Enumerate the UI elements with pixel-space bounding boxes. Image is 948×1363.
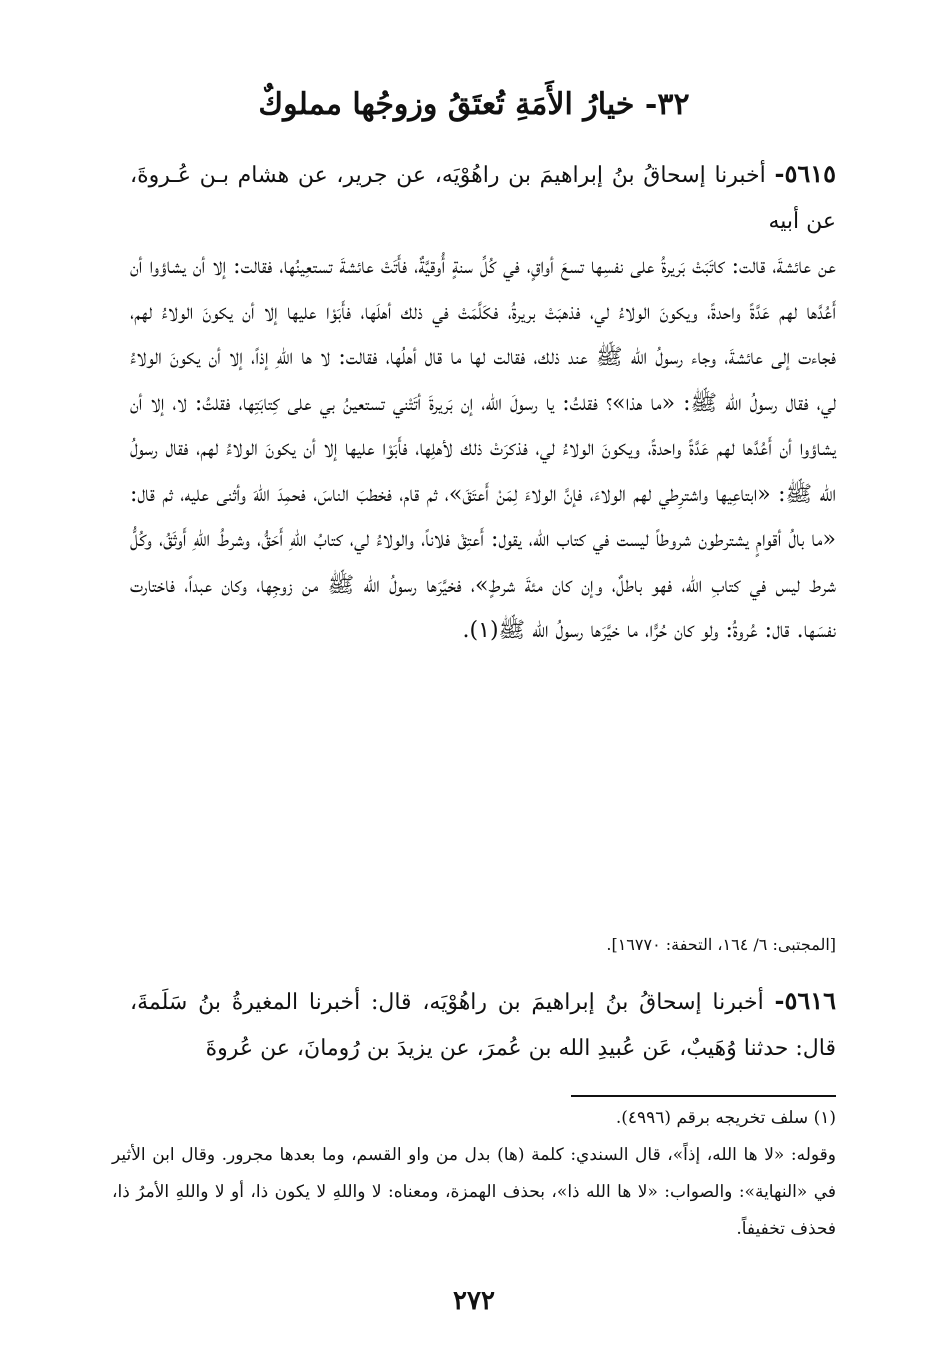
hadith-isnad: أخبرنا إسحاقُ بنُ إبراهيمَ بن راهُوْيَه، عن جرير، عن هشام بـن عُـروةَ، عن أبيه xyxy=(130,163,836,234)
hadith-matn: عن عائشةَ، قالت: كاتَبَتْ بَريرةُ على نفسِها تسعَ أواقٍ، في كُلِّ سنةٍ أُوقيَّةٌ، فأَتَتْ عائشةَ تستعِينُها، فقالت: إلا أن يشاؤوا أن أَعُدَّها لهم عَدَّةً واحدةً، ويكونَ الولاءُ لي، فذهبَتْ بريرةُ، فكَلَّمَتْ في ذلك أهلَها، فأَبَوْا عليها إلا أن يكونَ الولاءُ لهم، فجاءت إلى عائشةَ، وجاء رسولُ الله ﷺ عند ذلك، فقالت لها ما قال أهلُها، فقالت: لا ها اللهِ إذاً، إلا أن يكونَ الولاءُ لي، فقال رسولُ الله ﷺ: «ما هذا»؟ فقلتُ: يا رسولَ الله، إن بَريرةَ أتَتْني تستعينُ بي على كِتابَتِها، فقلتُ: لا، إلا أن يشاؤوا أن أَعُدَّها لهم عَدَّةً واحدةً، ويكونَ الولاءُ لي، فذكرَتْ ذلك لأهلِها، فأَبَوْا عليها إلا أن يكونَ الولاءُ لهم، فقال رسولُ الله ﷺ: «ابتاعِيها واشترِطي لهم الولاءَ، فإنَّ الولاءَ لِمَنْ أَعتَقَ»، ثم قام، فخطبَ الناسَ، فحمِدَ اللهَ وأثنى عليه، ثم قال: «ما بالُ أقوامٍ يشترطون شروطاً ليست في كتاب الله، يقول: أَعتِقْ فلاناً، والولاءُ لي، كتابُ اللهِ أَحَقُّ، وشرطُ اللهِ أَوثَقُ، وكُلُّ شرط ليس في كتابِ الله، فهو باطلٌ، وإن كان مئةَ شرطٍ»، فخيَّرَها رسولُ الله ﷺ من زوجِها، وكان عبداً، فاختارت نفسَها. قال: عُروةُ: ولو كان حُرًّا، ما خيَّرَها رسولُ الله ﷺ xyxy=(130,254,836,643)
hadith-5616 xyxy=(130,978,836,1071)
hadith-reference: [المجتبى: ٦/ ١٦٤، التحفة: ١٦٧٧٠]. xyxy=(606,935,836,954)
hadith-number: ٥٦١٥- xyxy=(774,159,836,188)
hadith-5615 xyxy=(130,151,836,654)
hadith-text: أخبرنا إسحاقُ بنُ إبراهيمَ بن راهُوْيَه، قال: أخبرنا المغيرةُ بنُ سَلَمةَ، قال: حدثنا وُهَيبٌ، عَن عُبيدِ الله بن عُمرَ، عن يزيدَ بن رُومانَ، عن عُروةَ xyxy=(130,990,836,1061)
hadith-number: ٥٦١٦- xyxy=(774,986,836,1015)
hadith-5615-isnad-line xyxy=(130,151,836,244)
footnote-divider xyxy=(571,1095,836,1097)
footnote-1: (١) سلف تخريجه برقم (٤٩٩٦). xyxy=(615,1108,836,1128)
footnote-marker: (١). xyxy=(462,618,499,643)
footnotes xyxy=(112,1100,836,1248)
page-number: ٢٧٢ xyxy=(453,1286,495,1316)
footnote-1-commentary: وقوله: «لا ها الله، إذاً»، قال السندي: كلمة (ها) بدل من واو القسم، وما بعدها مجرور. وقال ابن الأثير في «النهاية»: والصواب: «لا ها الله ذا»، بحذف الهمزة، ومعناه: لا واللهِ لا يكون ذا، أو لا واللهِ الأمرُ ذا، فحذف تخفيفاً. xyxy=(112,1145,836,1239)
chapter-title: ٣٢- خيارُ الأَمَةِ تُعتَقُ وزوجُها مملوكٌ xyxy=(258,87,690,122)
